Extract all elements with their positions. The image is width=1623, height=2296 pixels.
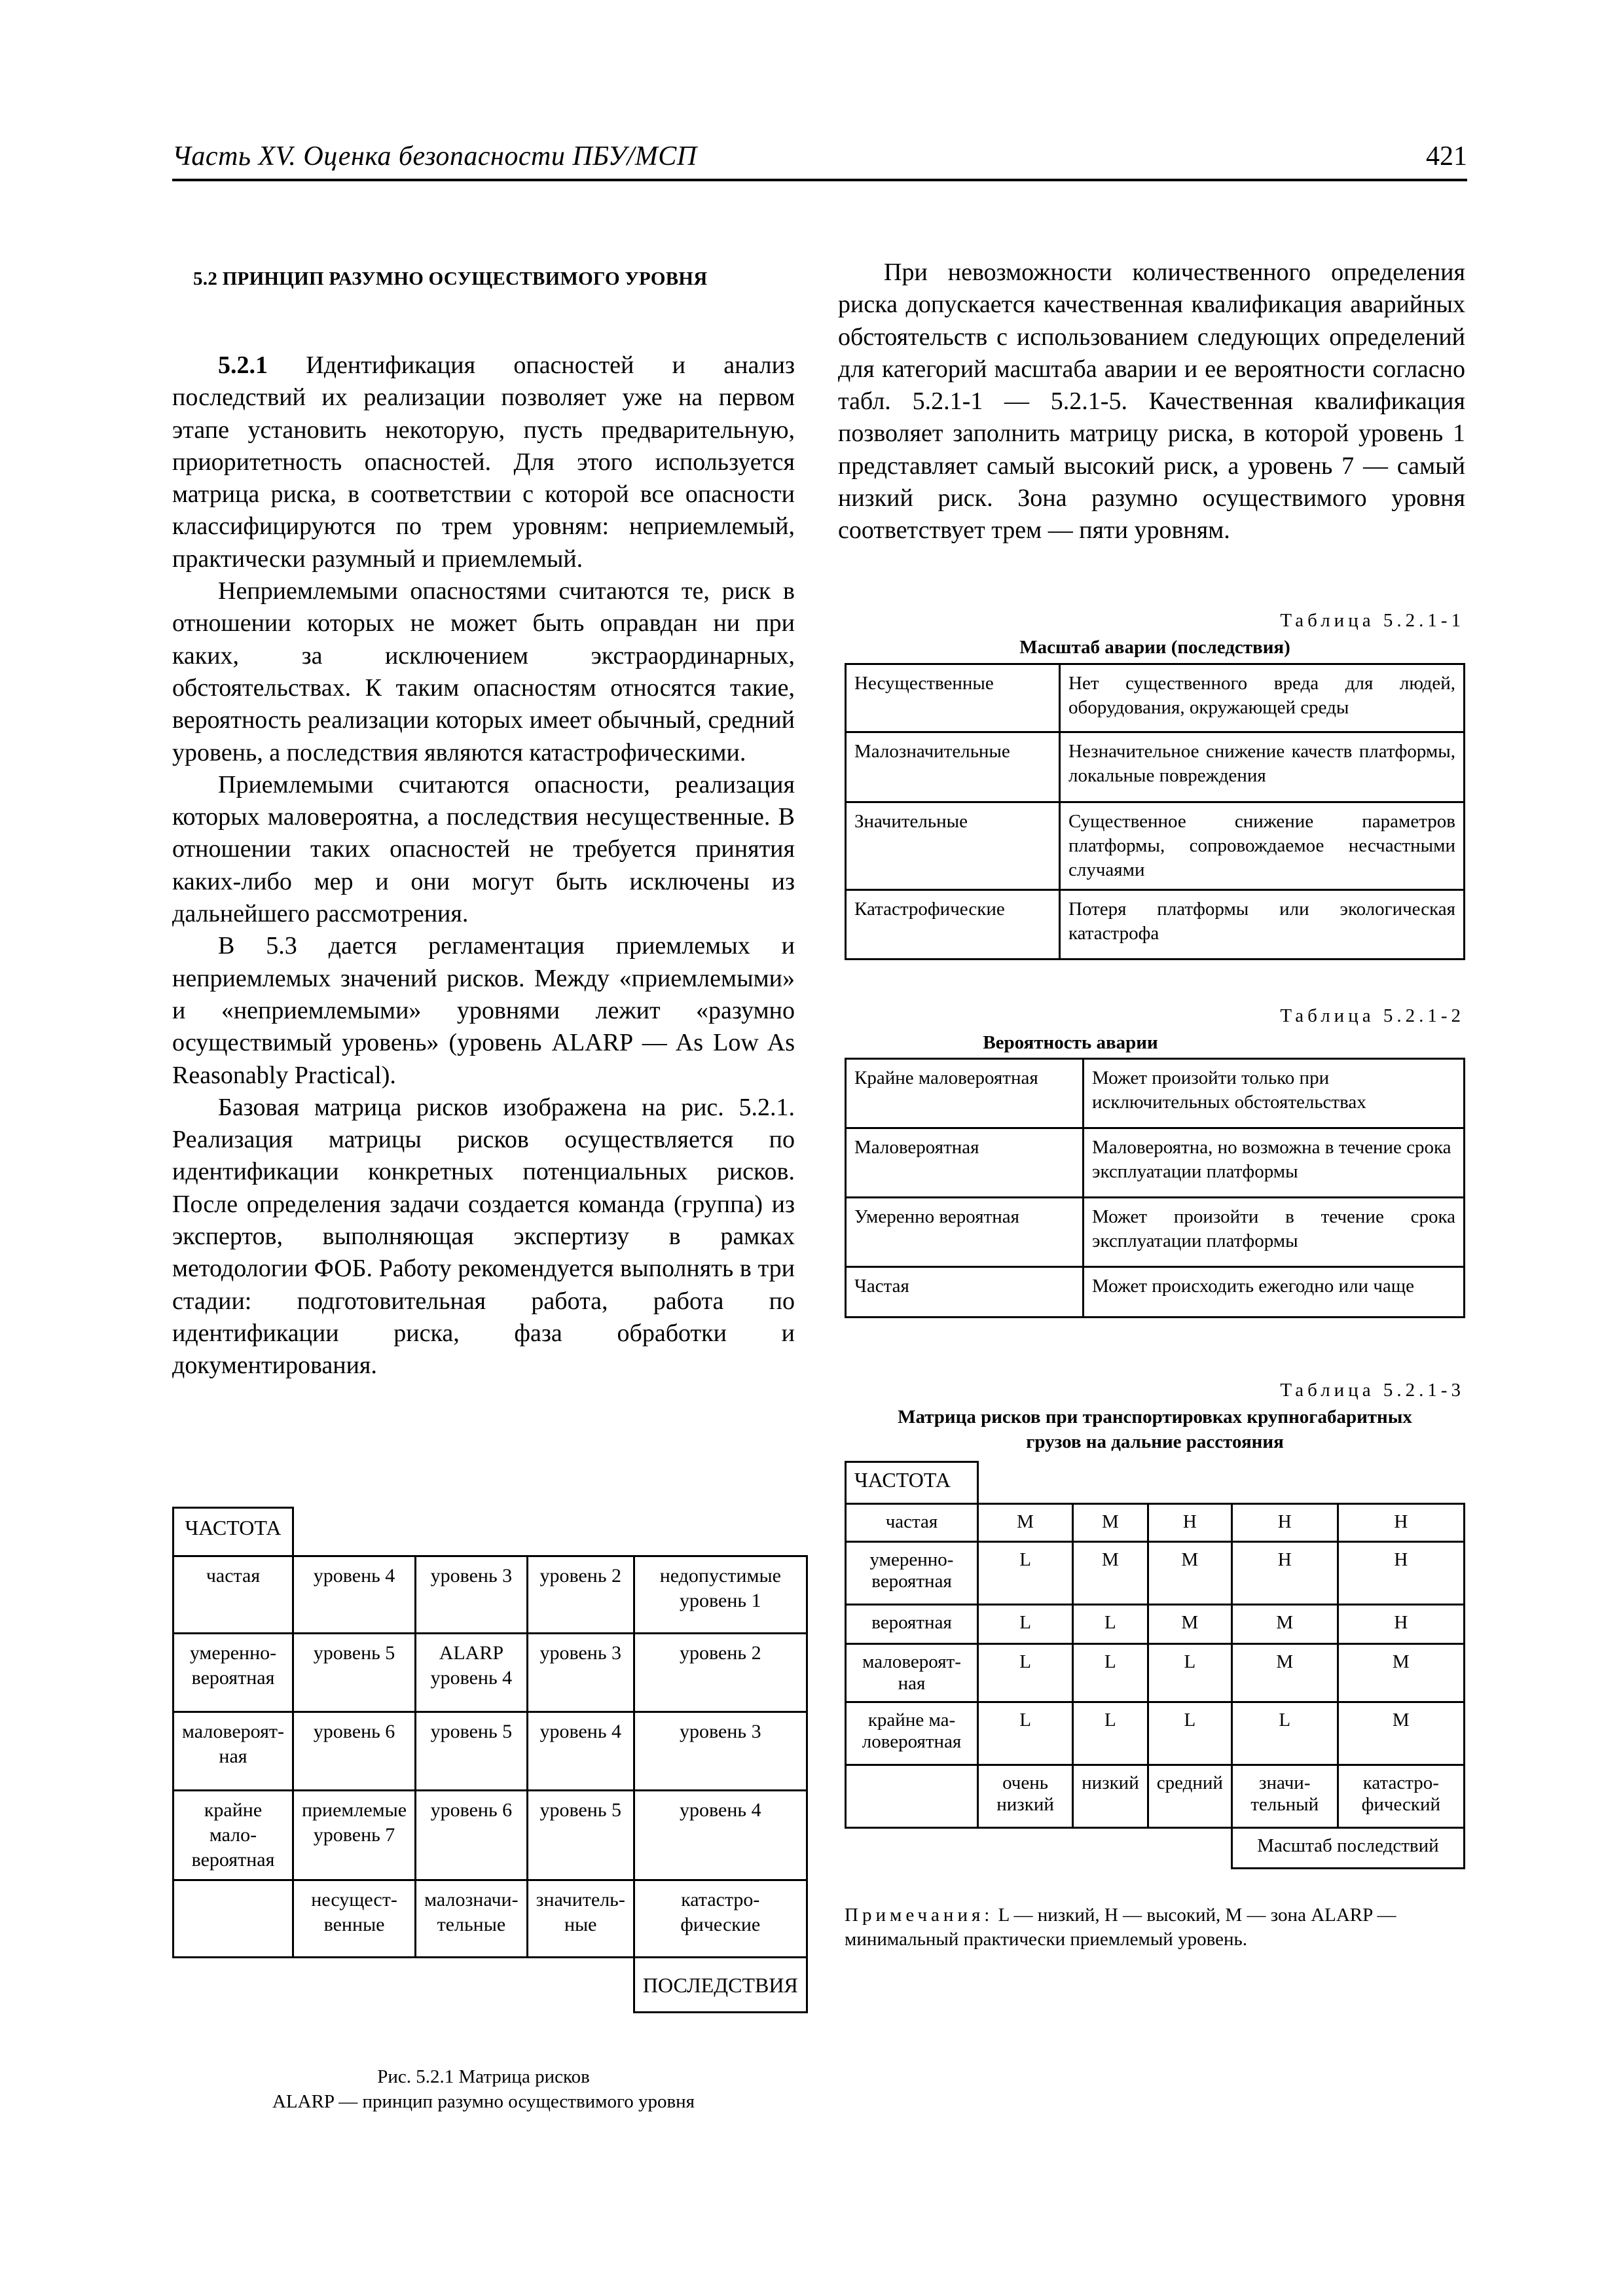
table-note: Примечания: L — низкий, H — высокий, M — зона ALARP — минимальный практически приемлемый уровень. xyxy=(845,1905,1396,1950)
paragraph: Базовая матрица рисков изображена на рис. 5.2.1. Реализация матрицы рисков осуществляется по идентификации конкретных потенциальных рисков. После определения задачи создается команда (группа) из экспертов, выполняющая экспертизу в рамках методологии ФОБ. Работу рекомендуется выполнять в три стадии: подготовительная работа, работа по идентификации риска, фаза обработки и документирования. xyxy=(172,1093,795,1380)
table-row: частая M M H H H xyxy=(846,1504,1465,1542)
paragraph: При невозможности количественного определения риска допускается качественная квалификация аварийных обстоятельств с использованием следующих определений для категорий масштаба аварии и ее вероятности согласно табл. 5.2.1-1 — 5.2.1-5. Качественная квалификация позволяет заполнить матрицу риска, в которой уровень 1 представляет самый высокий риск, а уровень 7 — самый низкий риск. Зона разумно осуществимого уровня соответствует трем — пяти уровням. xyxy=(838,259,1465,545)
table-number: Таблица 5.2.1-1 xyxy=(1280,610,1465,631)
table-title: Матрица рисков при транспортировках крупногабаритных грузов на дальние расстояния xyxy=(898,1407,1412,1452)
paragraph: 5.2.1 Идентификация опасностей и анализ последствий их реализации позволяет уже на первом этапе установить некоторую, пусть предварительную, приоритетность опасностей. Для этого используется матрица риска, в соответствии с которой все опасности классифицируются по трем уровням: неприемлемый, практически разумный и приемлемый. xyxy=(172,351,795,573)
table-row: Крайне маловероятная Может произойти только при исключительных обстоятельствах xyxy=(846,1059,1465,1128)
table-row: Малозначительные Незначительное снижение качеств платформы, локальные повреждения xyxy=(846,732,1465,802)
table-row: ЧАСТОТА xyxy=(846,1462,1465,1504)
left-column xyxy=(172,350,795,1382)
table-number: Таблица 5.2.1-3 xyxy=(1280,1380,1465,1401)
table-row: Масштаб последствий xyxy=(846,1828,1465,1869)
right-column xyxy=(838,257,1465,547)
figure-caption: Рис. 5.2.1 Матрица рисков ALARP — принцип разумно осуществимого уровня xyxy=(272,2066,695,2112)
table-row: несущест-венные малозначи-тельные значитель-ные катастро-фические xyxy=(173,1880,807,1958)
table-title: Вероятность аварии xyxy=(983,1032,1158,1053)
risk-matrix-table xyxy=(845,1461,1465,1869)
table-row: крайне мало-вероятная приемлемые уровень 7 уровень 6 уровень 5 уровень 4 xyxy=(173,1791,807,1880)
page-number: 421 xyxy=(1426,141,1467,171)
table-row: очень низкий низкий средний значи-тельный катастро-фический xyxy=(846,1765,1465,1828)
table-row: ПОСЛЕДСТВИЯ xyxy=(173,1958,807,2013)
paragraph: Приемлемыми считаются опасности, реализация которых маловероятна, а последствия несущественные. В отношении таких опасностей не требуется принятия каких-либо мер и они могут быть исключены из дальнейшего рассмотрения. xyxy=(172,770,795,928)
table-row: умеренно-вероятная уровень 5 ALARP уровень 4 уровень 3 уровень 2 xyxy=(173,1634,807,1712)
table-row: умеренно-вероятная L M M H H xyxy=(846,1542,1465,1605)
table-row: Катастрофические Потеря платформы или экологическая катастрофа xyxy=(846,890,1465,960)
table-row: вероятная L L M M H xyxy=(846,1605,1465,1644)
risk-matrix-figure xyxy=(172,1507,808,2013)
table-row: Умеренно вероятная Может произойти в течение срока эксплуатации платформы xyxy=(846,1198,1465,1267)
table-row: крайне ма-ловероятная L L L L M xyxy=(846,1702,1465,1765)
running-header-title: Часть XV. Оценка безопасности ПБУ/МСП xyxy=(172,141,697,171)
clause-number: 5.2.1 xyxy=(218,351,268,379)
table-row: ЧАСТОТА xyxy=(173,1508,807,1556)
table-row: Маловероятная Маловероятна, но возможна в течение срока эксплуатации платформы xyxy=(846,1128,1465,1198)
probability-table xyxy=(845,1058,1465,1318)
table-title: Масштаб аварии (последствия) xyxy=(1019,637,1290,658)
table-row: Частая Может происходить ежегодно или чаще xyxy=(846,1267,1465,1318)
header-divider xyxy=(172,179,1467,181)
table-number: Таблица 5.2.1-2 xyxy=(1280,1005,1465,1026)
section-title: 5.2 ПРИНЦИП РАЗУМНО ОСУЩЕСТВИМОГО УРОВНЯ xyxy=(193,268,708,289)
table-row: Несущественные Нет существенного вреда для людей, оборудования, окружающей среды xyxy=(846,664,1465,732)
paragraph: Неприемлемыми опасностями считаются те, риск в отношении которых не может быть оправдан ни при каких, за исключением экстраординарных, обстоятельствах. К таким опасностям относятся такие, вероятность реализации которых имеет обычный, средний уровень, а последствия являются катастрофическими. xyxy=(172,577,795,766)
table-row: маловероят-ная L L L M M xyxy=(846,1644,1465,1702)
consequence-scale-table xyxy=(845,663,1465,960)
paragraph: В 5.3 дается регламентация приемлемых и неприемлемых значений рисков. Между «приемлемыми» и «неприемлемыми» уровнями лежит «разумно осуществимый уровень» (уровень ALARP — As Low As Reasonably Practical). xyxy=(172,932,795,1089)
table-row: Значительные Существенное снижение параметров платформы, сопровождаемое несчастными случаями xyxy=(846,802,1465,890)
table-row: частая уровень 4 уровень 3 уровень 2 недопустимые уровень 1 xyxy=(173,1556,807,1634)
table-row: маловероят-ная уровень 6 уровень 5 уровень 4 уровень 3 xyxy=(173,1712,807,1791)
